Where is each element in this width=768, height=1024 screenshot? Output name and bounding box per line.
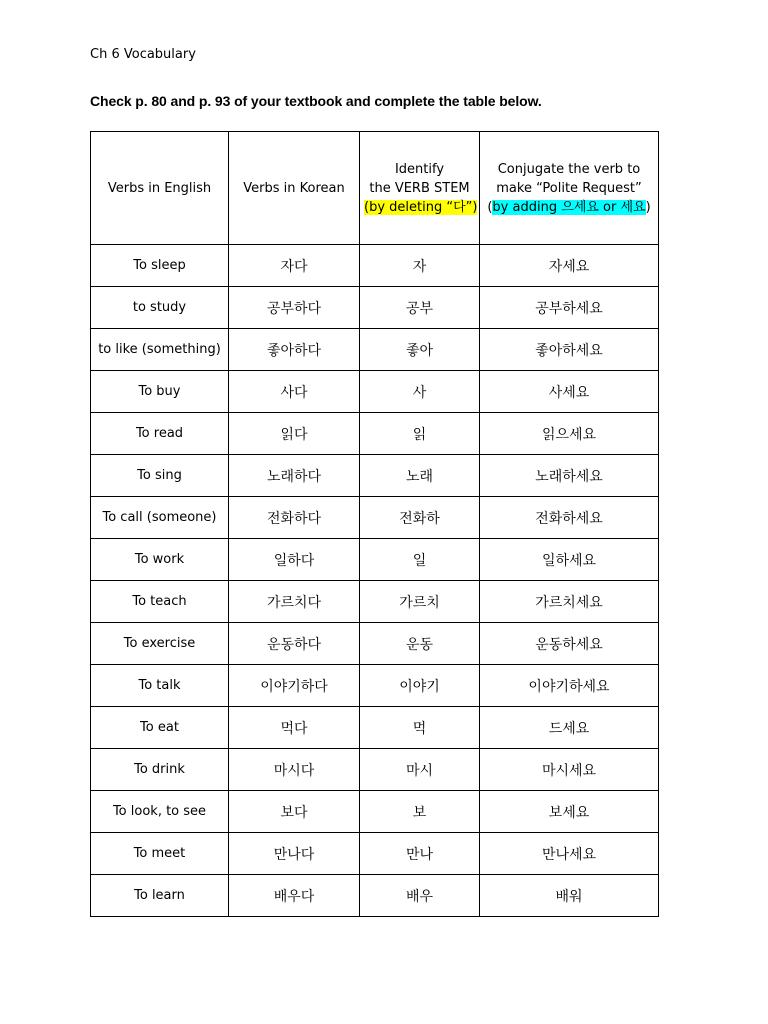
cell-korean: 좋아하다 xyxy=(229,329,360,371)
cell-stem: 가르치 xyxy=(360,581,480,623)
header-conjugate-line1: Conjugate the verb to xyxy=(497,161,641,177)
cell-conjugate: 일하세요 xyxy=(480,539,659,581)
cell-english: To sing xyxy=(91,455,229,497)
cell-english: to study xyxy=(91,287,229,329)
cell-english: To learn xyxy=(91,875,229,917)
cell-korean: 사다 xyxy=(229,371,360,413)
cell-conjugate: 전화하세요 xyxy=(480,497,659,539)
cell-english: To read xyxy=(91,413,229,455)
table-row xyxy=(91,287,659,329)
cell-stem: 전화하 xyxy=(360,497,480,539)
cell-korean: 먹다 xyxy=(229,707,360,749)
table-row xyxy=(91,707,659,749)
table-header xyxy=(91,132,659,245)
cell-english: To talk xyxy=(91,665,229,707)
cell-korean: 마시다 xyxy=(229,749,360,791)
cell-stem: 보 xyxy=(360,791,480,833)
cell-stem: 배우 xyxy=(360,875,480,917)
cell-english: To drink xyxy=(91,749,229,791)
cell-conjugate: 노래하세요 xyxy=(480,455,659,497)
header-verbs-english: Verbs in English xyxy=(91,132,229,245)
cell-conjugate: 운동하세요 xyxy=(480,623,659,665)
cell-korean: 자다 xyxy=(229,245,360,287)
cell-stem: 좋아 xyxy=(360,329,480,371)
cell-conjugate: 드세요 xyxy=(480,707,659,749)
header-conjugate xyxy=(480,132,659,245)
header-verbs-korean: Verbs in Korean xyxy=(229,132,360,245)
table-row xyxy=(91,497,659,539)
cell-conjugate: 보세요 xyxy=(480,791,659,833)
table-row xyxy=(91,413,659,455)
cell-conjugate: 사세요 xyxy=(480,371,659,413)
cell-stem: 공부 xyxy=(360,287,480,329)
cell-conjugate: 마시세요 xyxy=(480,749,659,791)
cell-stem: 먹 xyxy=(360,707,480,749)
header-conjugate-paren-open: ( xyxy=(487,199,493,215)
cell-korean: 일하다 xyxy=(229,539,360,581)
cell-english: To eat xyxy=(91,707,229,749)
table-row xyxy=(91,833,659,875)
header-verb-stem-line1: Identify xyxy=(394,161,445,177)
cell-korean: 전화하다 xyxy=(229,497,360,539)
page-header: Ch 6 Vocabulary xyxy=(90,47,196,62)
cell-english: To buy xyxy=(91,371,229,413)
cell-english: to like (something) xyxy=(91,329,229,371)
table-body xyxy=(91,245,659,917)
header-verb-stem xyxy=(360,132,480,245)
table-row xyxy=(91,455,659,497)
cell-conjugate: 만나세요 xyxy=(480,833,659,875)
cell-conjugate: 좋아하세요 xyxy=(480,329,659,371)
header-conjugate-line2: make “Polite Request” xyxy=(496,180,642,196)
cell-korean: 배우다 xyxy=(229,875,360,917)
table-row xyxy=(91,749,659,791)
cell-korean: 노래하다 xyxy=(229,455,360,497)
cell-conjugate: 배워 xyxy=(480,875,659,917)
cell-korean: 운동하다 xyxy=(229,623,360,665)
table-row xyxy=(91,245,659,287)
cell-stem: 만나 xyxy=(360,833,480,875)
cell-english: To exercise xyxy=(91,623,229,665)
header-conjugate-paren-close: ) xyxy=(645,199,651,215)
cell-korean: 만나다 xyxy=(229,833,360,875)
cell-conjugate: 이야기하세요 xyxy=(480,665,659,707)
cell-conjugate: 공부하세요 xyxy=(480,287,659,329)
cell-stem: 일 xyxy=(360,539,480,581)
table-row xyxy=(91,329,659,371)
cell-korean: 읽다 xyxy=(229,413,360,455)
cell-korean: 가르치다 xyxy=(229,581,360,623)
table-row xyxy=(91,875,659,917)
cell-english: To work xyxy=(91,539,229,581)
cell-stem: 사 xyxy=(360,371,480,413)
cell-english: To sleep xyxy=(91,245,229,287)
instructions: Check p. 80 and p. 93 of your textbook and complete the table below. xyxy=(90,93,542,109)
cell-conjugate: 가르치세요 xyxy=(480,581,659,623)
header-conjugate-hint: by adding 으세요 or 세요 xyxy=(492,199,646,215)
cell-english: To meet xyxy=(91,833,229,875)
table-row xyxy=(91,665,659,707)
cell-stem: 읽 xyxy=(360,413,480,455)
header-verb-stem-line2: the VERB STEM xyxy=(369,180,470,196)
cell-korean: 보다 xyxy=(229,791,360,833)
cell-conjugate: 자세요 xyxy=(480,245,659,287)
cell-english: To call (someone) xyxy=(91,497,229,539)
cell-english: To look, to see xyxy=(91,791,229,833)
table-row xyxy=(91,623,659,665)
table-row xyxy=(91,581,659,623)
cell-stem: 마시 xyxy=(360,749,480,791)
cell-korean: 이야기하다 xyxy=(229,665,360,707)
cell-conjugate: 읽으세요 xyxy=(480,413,659,455)
cell-stem: 운동 xyxy=(360,623,480,665)
header-verb-stem-hint: (by deleting “다”) xyxy=(364,199,478,215)
cell-stem: 자 xyxy=(360,245,480,287)
table-row xyxy=(91,791,659,833)
header-row xyxy=(91,132,659,245)
vocabulary-table xyxy=(90,131,659,917)
table-row xyxy=(91,539,659,581)
table-row xyxy=(91,371,659,413)
cell-stem: 노래 xyxy=(360,455,480,497)
cell-korean: 공부하다 xyxy=(229,287,360,329)
cell-english: To teach xyxy=(91,581,229,623)
cell-stem: 이야기 xyxy=(360,665,480,707)
